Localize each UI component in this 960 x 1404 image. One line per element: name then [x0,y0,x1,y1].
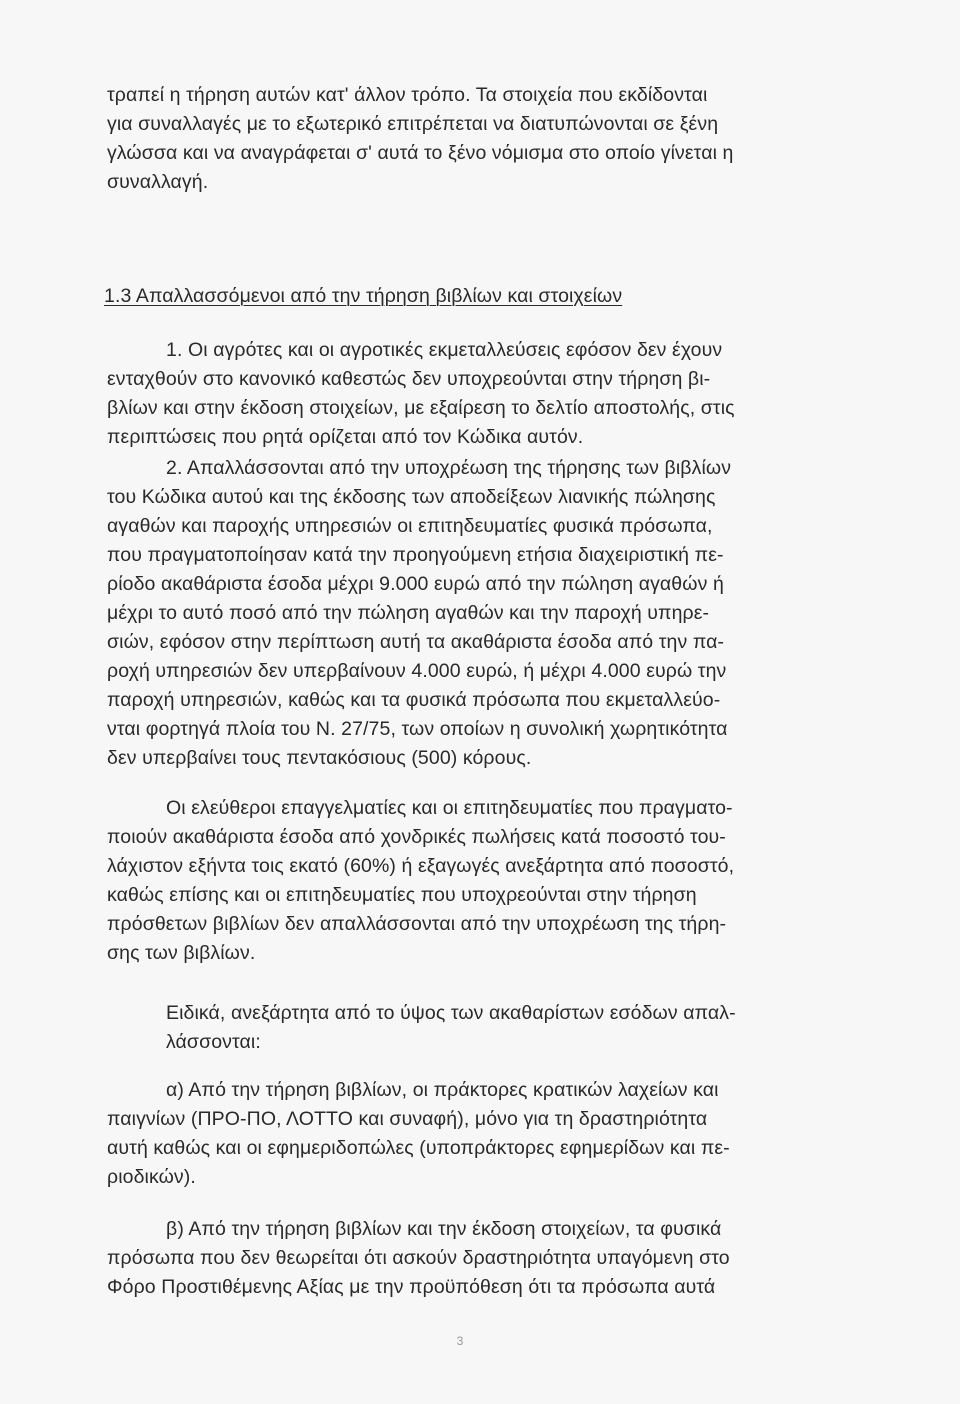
item-a-line: ριοδικών). [107,1166,196,1188]
para3-line: λάχιστον εξήντα τοις εκατό (60%) ή εξαγωγές ανεξάρτητα από ποσοστό, [107,855,735,877]
para4-line: Ειδικά, ανεξάρτητα από το ύψος των ακαθαρίστων εσόδων απαλ- [166,1002,736,1024]
para3-line: σης των βιβλίων. [107,942,256,964]
item-a-line: α) Από την τήρηση βιβλίων, οι πράκτορες κρατικών λαχείων και [166,1079,719,1101]
page-number: 3 [456,1334,464,1348]
item-a-line: παιγνίων (ΠΡΟ-ΠΟ, ΛΟΤΤΟ και συναφή), μόνο για τη δραστηριότητα [107,1108,708,1130]
para2-line: ροχή υπηρεσιών δεν υπερβαίνουν 4.000 ευρώ, ή μέχρι 4.000 ευρώ την [107,660,727,682]
para2-line: του Κώδικα αυτού και της έκδοσης των αποδείξεων λιανικής πώλησης [107,486,716,508]
para2-line: ρίοδο ακαθάριστα έσοδα μέχρι 9.000 ευρώ από την πώληση αγαθών ή [107,573,724,595]
para3-line: πρόσθετων βιβλίων δεν απαλλάσσονται από την υποχρέωση της τήρη- [107,913,727,935]
intro-line: συναλλαγή. [107,171,209,193]
para1-line: 1. Οι αγρότες και οι αγροτικές εκμεταλλεύσεις εφόσον δεν έχουν [166,339,723,361]
para2-line: δεν υπερβαίνει τους πεντακόσιους (500) κόρους. [107,747,532,769]
item-b-line: Φόρο Προστιθέμενης Αξίας με την προϋπόθεση ότι τα πρόσωπα αυτά [107,1276,716,1298]
para2-line: που πραγματοποίησαν κατά την προηγούμενη ετήσια διαχειριστική πε- [107,544,724,566]
para3-line: καθώς επίσης και οι επιτηδευματίες που υποχρεούνται στην τήρηση [107,884,697,906]
para2-line: 2. Απαλλάσσονται από την υποχρέωση της τήρησης των βιβλίων [166,457,732,479]
intro-line: γλώσσα και να αναγράφεται σ' αυτά το ξένο νόμισμα στο οποίο γίνεται η [107,142,734,164]
para4-line: λάσσονται: [166,1031,261,1053]
item-a-line: αυτή καθώς και οι εφημεριδοπώλες (υποπράκτορες εφημερίδων και πε- [107,1137,730,1159]
para2-line: νται φορτηγά πλοία του Ν. 27/75, των οποίων η συνολική χωρητικότητα [107,718,728,740]
para3-line: Οι ελεύθεροι επαγγελματίες και οι επιτηδευματίες που πραγματο- [166,797,733,819]
para2-line: αγαθών και παροχής υπηρεσιών οι επιτηδευματίες φυσικά πρόσωπα, [107,515,713,537]
para3-line: ποιούν ακαθάριστα έσοδα από χονδρικές πωλήσεις κατά ποσοστό του- [107,826,726,848]
item-b-line: β) Από την τήρηση βιβλίων και την έκδοση στοιχείων, τα φυσικά [166,1218,722,1240]
para1-line: περιπτώσεις που ρητά ορίζεται από τον Κώδικα αυτόν. [107,426,584,448]
para2-line: παροχή υπηρεσιών, καθώς και τα φυσικά πρόσωπα που εκμεταλλεύο- [107,689,721,711]
para2-line: μέχρι το αυτό ποσό από την πώληση αγαθών και την παροχή υπηρε- [107,602,710,624]
intro-line: τραπεί η τήρηση αυτών κατ' άλλον τρόπο. Τα στοιχεία που εκδίδονται [107,84,708,106]
section-heading: 1.3 Απαλλασσόμενοι από την τήρηση βιβλίων και στοιχείων [104,285,623,307]
item-b-line: πρόσωπα που δεν θεωρείται ότι ασκούν δραστηριότητα υπαγόμενη στο [107,1247,730,1269]
para1-line: βλίων και στην έκδοση στοιχείων, με εξαίρεση το δελτίο αποστολής, στις [107,397,735,419]
para2-line: σιών, εφόσον στην περίπτωση αυτή τα ακαθάριστα έσοδα από την πα- [107,631,725,653]
intro-line: για συναλλαγές με το εξωτερικό επιτρέπεται να διατυπώνονται σε ξένη [107,113,719,135]
para1-line: ενταχθούν στο κανονικό καθεστώς δεν υποχρεούνται στην τήρηση βι- [107,368,711,390]
